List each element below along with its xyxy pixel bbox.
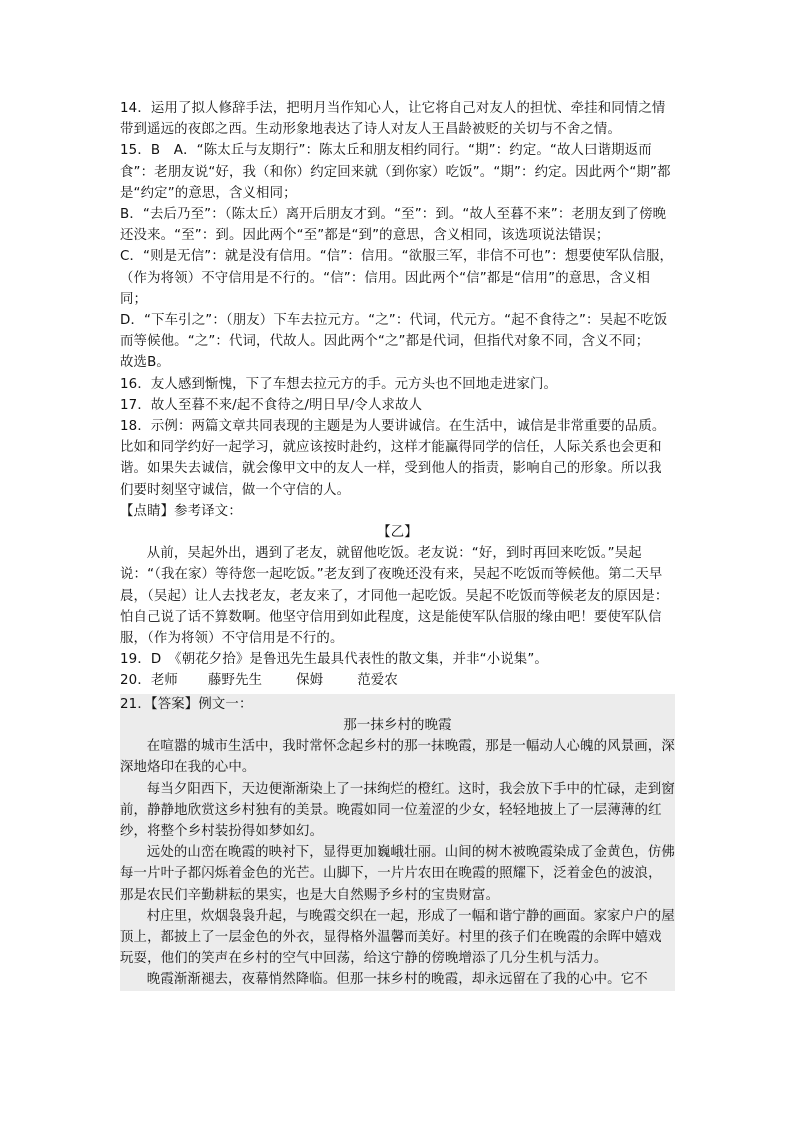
essay-paragraph: 晚霞渐渐褪去，夜幕悄然降临。但那一抹乡村的晚霞，却永远留在了我的心中。它不: [146, 972, 648, 988]
yi-translation: 从前，吴起外出，遇到了老友，就留他吃饭。老友说：“好，到时再回来吃饭。”吴起说：“（我在家）等待您一起吃饭。”老友到了夜晚还没有来，吴起不吃饭而等候他。第二天早晨，（吴起）让人去找老友，老友来了，才同他一起吃饭。吴起不吃饭而等候老友的原因是：怕自己说了话不算数啊。他坚守信用到如此程度，这是能使军队信服的缘由吧！要使军队信服，（作为将领）不守信用是不行的。: [120, 546, 669, 647]
essay-paragraph: 村庄里，炊烟袅袅升起，与晚霞交织在一起，形成了一幅和谐宁静的画面。家家户户的屋顶上，都披上了一层金色的外衣，显得格外温馨而美好。村里的孩子们在晚霞的余晖中嬉戏玩耍，他们的笑声在乡村的空气中回荡，给这宁静的傍晚增添了几分生机与活力。: [120, 908, 675, 967]
essay-title: 那一抹乡村的晚霞: [343, 717, 452, 733]
answer-21-head: 21．【答案】例文一：: [120, 696, 253, 712]
answer-15-option-d: D．“下车引之”：（朋友）下车去拉元方。“之”：代词，代元方。“起不食待之”：吴起不吃饭而等候他。“之”：代词，代故人。因此两个“之”都是代词，但指代对象不同，含义不同；: [120, 313, 668, 350]
answer-15-option-b: B．“去后乃至”：（陈太丘）离开后朋友才到。“至”：到。“故人至暮不来”：老朋友到了傍晚还没来。“至”：到。因此两个“至”都是“到”的意思，含义相同，该选项说法错误；: [120, 207, 667, 244]
answer-15-option-c: C．“则是无信”：就是没有信用。“信”：信用。“欲服三军，非信不可也”：想要使军队信服，（作为将领）不守信用是不行的。“信”：信用。因此两个“信”都是“信用”的意思，含义相同；: [120, 249, 674, 307]
answer-14: 14．运用了拟人修辞手法，把明月当作知心人，让它将自己对友人的担忧、牵挂和同情之情带到遥远的夜郎之西。生动形象地表达了诗人对友人王昌龄被贬的关切与不舍之情。: [120, 101, 666, 138]
essay-paragraph: 远处的山峦在晚霞的映衬下，显得更加巍峨壮丽。山间的树木被晚霞染成了金黄色，仿佛每一片叶子都闪烁着金色的光芒。山脚下，一片片农田在晚霞的照耀下，泛着金色的波浪，那是农民们辛勤耕耘的果实，也是大自然赐予乡村的宝贵财富。: [120, 845, 675, 903]
answer-20-item: 保姆: [296, 673, 324, 689]
answer-20-item: 老师: [150, 673, 178, 689]
answer-16: 16．友人感到惭愧，下了车想去拉元方的手。元方头也不回地走进家门。: [120, 376, 558, 392]
answer-content: [120, 98, 675, 991]
essay-paragraph: 每当夕阳西下，天边便渐渐染上了一抹绚烂的橙红。这时，我会放下手中的忙碌，走到窗前，静静地欣赏这乡村独有的美景。晚霞如同一位羞涩的少女，轻轻地披上了一层薄薄的红纱，将整个乡村装扮得如梦如幻。: [120, 781, 675, 839]
answer-20-number: 20．: [120, 673, 151, 689]
essay-paragraph: 在喧嚣的城市生活中，我时常怀念起乡村的那一抹晚霞，那是一幅动人心魄的风景画，深深地烙印在我的心中。: [120, 739, 675, 776]
dianjing-label: 【点睛】参考译文：: [120, 503, 242, 519]
answer-15-conclusion: 故选B。: [120, 355, 170, 371]
answer-15-head: 15．B A．“陈太丘与友期行”：陈太丘和朋友相约同行。“期”：约定。“故人曰谐期返而食”：老朋友说“好，我（和你）约定回来就（到你家）吃饭”。“期”：约定。因此两个“期”都是“约定”的意思，含义相同；: [120, 143, 671, 201]
answer-18: 18．示例：两篇文章共同表现的主题是为人要讲诚信。在生活中，诚信是非常重要的品质。比如和同学约好一起学习，就应该按时赴约，这样才能赢得同学的信任，人际关系也会更和谐。如果失去诚信，就会像甲文中的友人一样，受到他人的指责，影响自己的形象。所以我们要时刻坚守诚信，做一个守信的人。: [120, 419, 666, 498]
yi-title: 【乙】: [377, 525, 418, 541]
answer-21-block: [120, 694, 675, 991]
answer-20: [120, 670, 675, 691]
answer-17: 17．故人至暮不来/起不食待之/明日早/令人求故人: [120, 397, 423, 413]
answer-20-item: 范爱农: [357, 673, 398, 689]
answer-20-item: 藤野先生: [207, 673, 263, 689]
answer-19: 19．D 《朝花夕拾》是鲁迅先生最具代表性的散文集，并非“小说集”。: [120, 652, 548, 668]
